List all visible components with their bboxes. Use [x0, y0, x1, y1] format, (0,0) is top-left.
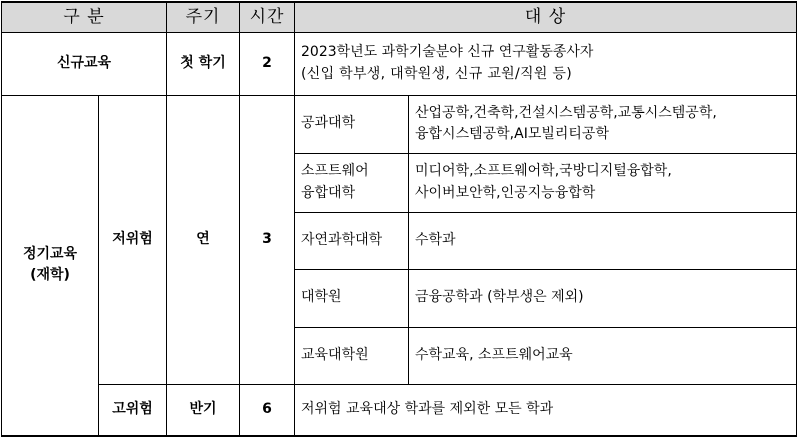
- high-risk-hours: 6: [240, 384, 295, 436]
- header-row: [2, 2, 797, 33]
- low-risk-row-1: [2, 95, 797, 154]
- new-edu-target-line1: 2023학년도 과학기술분야 신규 연구활동종사자: [301, 44, 594, 61]
- dept-cell: 수학과: [409, 212, 797, 269]
- new-edu-target-line2: (신입 학부생, 대학원생, 신규 교원/직원 등): [301, 65, 572, 82]
- high-risk-label: 고위험: [99, 384, 167, 436]
- low-risk-hours: 3: [240, 95, 295, 384]
- low-risk-label: 저위험: [99, 95, 167, 384]
- new-edu-hours: 2: [240, 33, 295, 96]
- college-cell: 대학원: [295, 270, 409, 327]
- regular-edu-category: [2, 95, 99, 436]
- dept-line1: 미디어학,소프트웨어학,국방디지털융합학,: [415, 163, 672, 180]
- header-hours: 시간: [240, 2, 295, 33]
- low-risk-cycle: 연: [167, 95, 240, 384]
- college-line1: 소프트웨어: [301, 163, 369, 180]
- dept-cell: 금융공학과 (학부생은 제외): [409, 270, 797, 327]
- regular-edu-category-line1: 정기교육: [22, 245, 78, 262]
- high-risk-row: [2, 384, 797, 436]
- header-category: 구 분: [2, 2, 167, 33]
- dept-cell: 수학교육, 소프트웨어교육: [409, 327, 797, 384]
- new-edu-category: 신규교육: [2, 33, 167, 96]
- new-edu-target: [295, 33, 797, 96]
- dept-cell: [409, 154, 797, 213]
- dept-line1: 산업공학,건축학,건설시스템공학,교통시스템공학,: [415, 104, 717, 121]
- college-line2: 융합대학: [301, 184, 356, 201]
- college-cell: 자연과학대학: [295, 212, 409, 269]
- dept-line2: 융합시스템공학,AI모빌리티공학: [415, 126, 609, 143]
- dept-cell: [409, 95, 797, 154]
- dept-line2: 사이버보안학,인공지능융합학: [415, 184, 596, 201]
- new-edu-row: [2, 33, 797, 96]
- education-schedule-table: [1, 1, 797, 437]
- college-cell: [295, 154, 409, 213]
- high-risk-target: 저위험 교육대상 학과를 제외한 모든 학과: [295, 384, 797, 436]
- new-edu-cycle: 첫 학기: [167, 33, 240, 96]
- college-cell: 공과대학: [295, 95, 409, 154]
- high-risk-cycle: 반기: [167, 384, 240, 436]
- regular-edu-category-line2: (재학): [30, 267, 70, 284]
- header-cycle: 주기: [167, 2, 240, 33]
- college-cell: 교육대학원: [295, 327, 409, 384]
- header-target: 대 상: [295, 2, 797, 33]
